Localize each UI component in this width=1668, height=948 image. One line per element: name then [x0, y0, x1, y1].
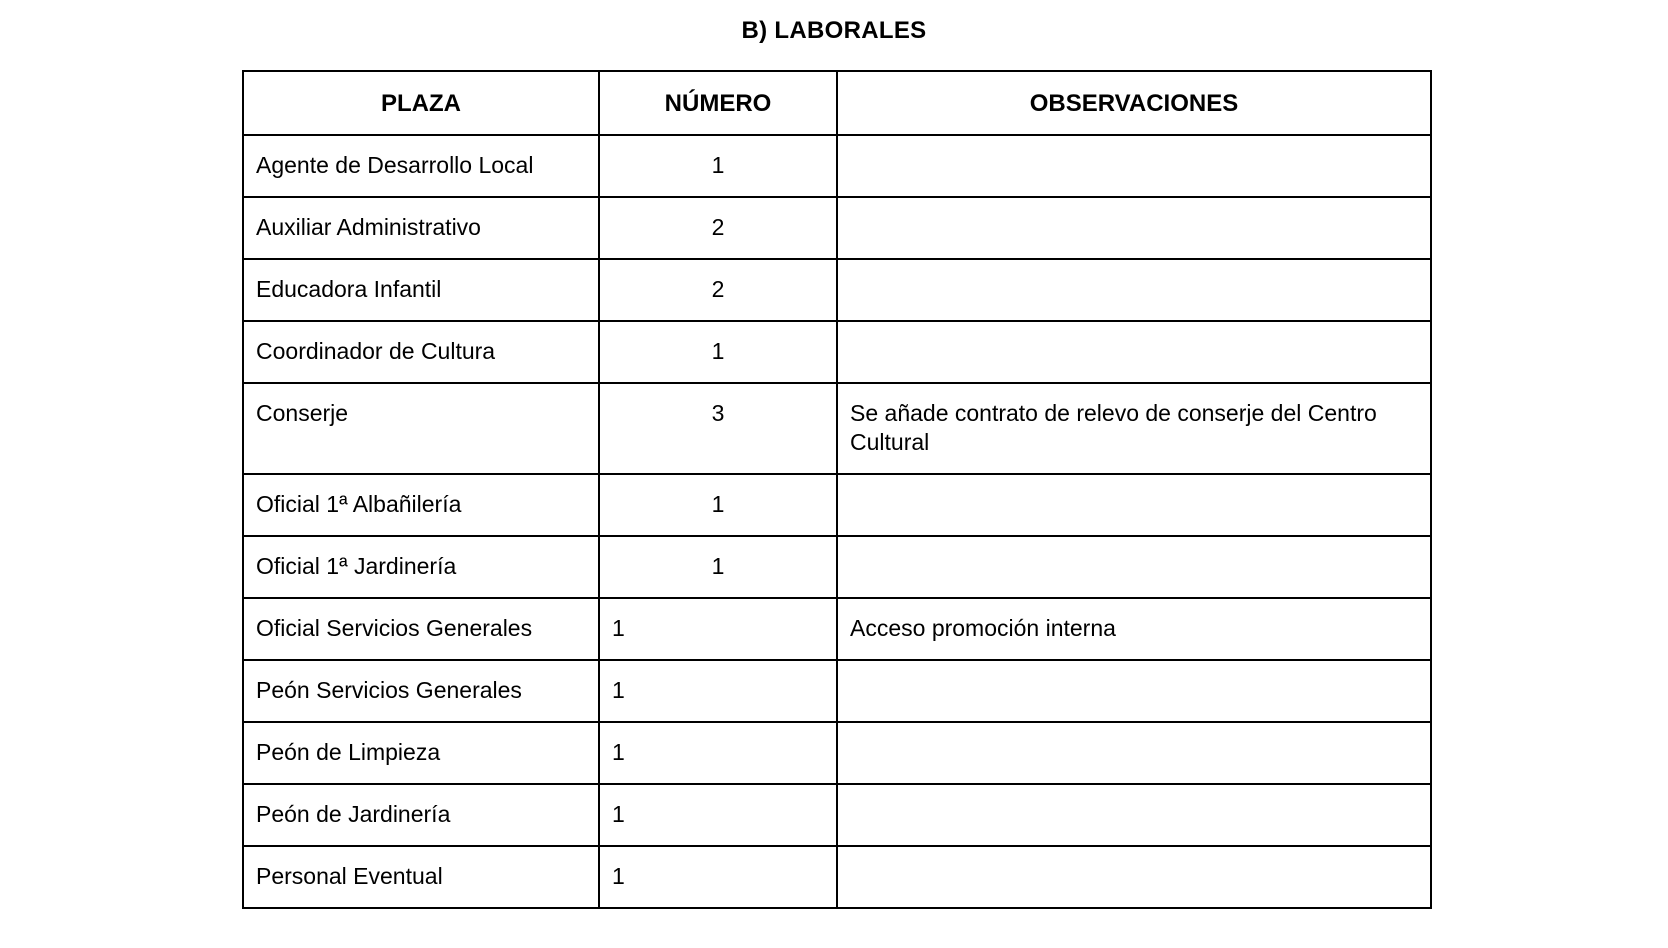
cell-numero: 1: [599, 321, 837, 383]
column-header-numero: NÚMERO: [599, 71, 837, 135]
cell-observaciones: [837, 321, 1431, 383]
laborales-table: [242, 70, 1432, 909]
cell-observaciones: [837, 135, 1431, 197]
column-header-observaciones: OBSERVACIONES: [837, 71, 1431, 135]
cell-numero: 2: [599, 259, 837, 321]
cell-numero: 1: [599, 660, 837, 722]
table-row: [243, 197, 1431, 259]
cell-numero: 1: [599, 846, 837, 908]
table-row: [243, 660, 1431, 722]
table-row: [243, 321, 1431, 383]
cell-numero: 1: [599, 784, 837, 846]
cell-numero: 3: [599, 383, 837, 474]
cell-numero: 1: [599, 135, 837, 197]
cell-plaza: Auxiliar Administrativo: [243, 197, 599, 259]
table-row: [243, 846, 1431, 908]
cell-plaza: Conserje: [243, 383, 599, 474]
cell-observaciones: [837, 197, 1431, 259]
cell-observaciones: [837, 536, 1431, 598]
cell-plaza: Oficial 1ª Jardinería: [243, 536, 599, 598]
table-row: [243, 259, 1431, 321]
table-row: [243, 536, 1431, 598]
cell-numero: 1: [599, 598, 837, 660]
cell-plaza: Coordinador de Cultura: [243, 321, 599, 383]
cell-plaza: Peón Servicios Generales: [243, 660, 599, 722]
cell-numero: 1: [599, 536, 837, 598]
cell-numero: 2: [599, 197, 837, 259]
cell-observaciones: [837, 660, 1431, 722]
table-row: [243, 474, 1431, 536]
cell-numero: 1: [599, 474, 837, 536]
cell-plaza: Oficial Servicios Generales: [243, 598, 599, 660]
table-header-row: [243, 71, 1431, 135]
section-title: B) LABORALES: [741, 17, 927, 44]
table-row: [243, 135, 1431, 197]
cell-observaciones: [837, 846, 1431, 908]
column-header-plaza: PLAZA: [243, 71, 599, 135]
cell-numero: 1: [599, 722, 837, 784]
cell-plaza: Agente de Desarrollo Local: [243, 135, 599, 197]
table-row: [243, 784, 1431, 846]
cell-plaza: Oficial 1ª Albañilería: [243, 474, 599, 536]
cell-observaciones: [837, 722, 1431, 784]
cell-observaciones: Se añade contrato de relevo de conserje del Centro Cultural: [837, 383, 1431, 474]
cell-plaza: Educadora Infantil: [243, 259, 599, 321]
cell-observaciones: [837, 784, 1431, 846]
cell-observaciones: Acceso promoción interna: [837, 598, 1431, 660]
table-row: [243, 383, 1431, 474]
cell-plaza: Personal Eventual: [243, 846, 599, 908]
cell-plaza: Peón de Jardinería: [243, 784, 599, 846]
cell-observaciones: [837, 259, 1431, 321]
cell-observaciones: [837, 474, 1431, 536]
table-row: [243, 598, 1431, 660]
cell-plaza: Peón de Limpieza: [243, 722, 599, 784]
table-row: [243, 722, 1431, 784]
